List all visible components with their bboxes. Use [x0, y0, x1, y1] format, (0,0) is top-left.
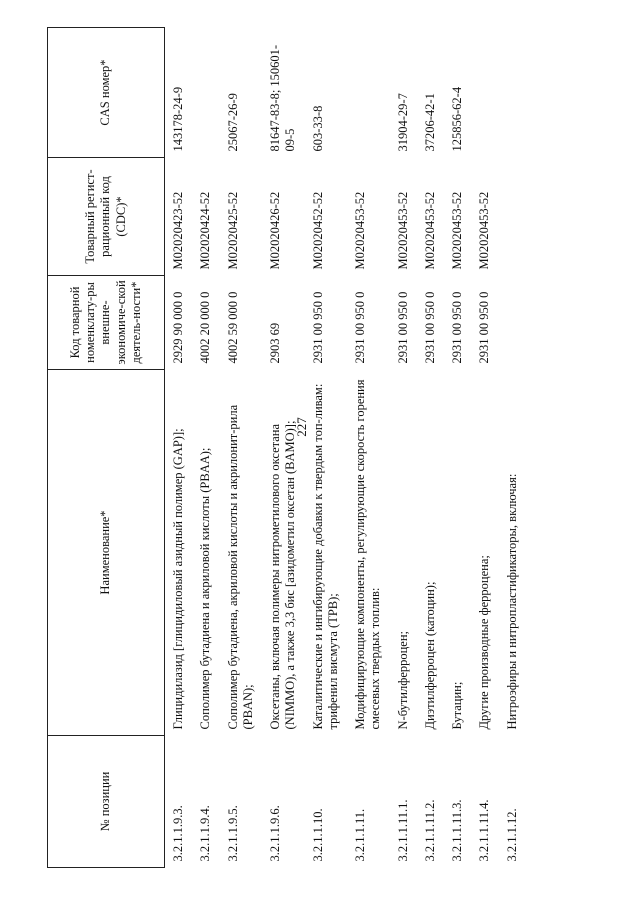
- cell-tnved-code: 4002 20 000 0: [198, 291, 213, 364]
- cell-cdc-code: M02020424-52: [198, 191, 213, 270]
- header-row: [48, 28, 165, 868]
- cell-position: 3.2.1.1.9.6.: [268, 805, 282, 862]
- rotated-table-wrapper: [47, 28, 587, 868]
- cell-position: 3.2.1.1.12.: [504, 808, 519, 862]
- table-row: [390, 28, 417, 868]
- cell-cas-number: 81647-83-8; 150601-09-5: [268, 44, 298, 152]
- cell-name: Модифицирующие компоненты, регулирующие скорость горения смесевых твердых топлив:: [353, 379, 383, 730]
- cell-position: 3.2.1.1.11.3.: [450, 799, 464, 862]
- header-name: Наименование*: [48, 370, 165, 736]
- cell-cdc-code: M02020453-52: [422, 191, 437, 270]
- cell-cdc-code: M02020423-52: [171, 191, 185, 270]
- table-body: [165, 28, 526, 868]
- cell-cas-number: [192, 28, 219, 158]
- cell-name: Сополимер бутадиена, акриловой кислоты и акрилонит-рила (PBAN);: [225, 404, 255, 730]
- table-row: [499, 28, 526, 868]
- cell-cdc-code: M02020453-52: [395, 191, 410, 270]
- cell-cas-number: 31904-29-7: [395, 93, 410, 152]
- cell-cas-number: 603-33-8: [310, 105, 325, 152]
- cell-position: 3.2.1.1.9.3.: [171, 805, 185, 862]
- cell-cdc-code: M02020453-52: [477, 191, 492, 270]
- table-row: [262, 28, 305, 868]
- cell-name: Бутацин;: [450, 681, 464, 730]
- cell-name: Нитроэфиры и нитропластификаторы, включая:: [504, 473, 519, 730]
- table-row: [165, 28, 193, 868]
- cell-tnved-code: 4002 59 000 0: [225, 291, 240, 364]
- cell-name: Глицидилазид [глицидиловый азидный полимер (GAP)];: [171, 428, 185, 730]
- cell-position: 3.2.1.1.11.1.: [395, 799, 410, 862]
- header-tnved-code: Код товарной номенклату-ры внешне-экономиче-ской деятель-ности*: [48, 276, 165, 370]
- cell-position: 3.2.1.1.9.5.: [225, 805, 240, 862]
- cell-cas-number: [499, 28, 526, 158]
- cell-position: 3.2.1.1.11.2.: [422, 799, 437, 862]
- cell-tnved-code: [499, 276, 526, 370]
- cell-cas-number: 125856-62-4: [450, 86, 464, 152]
- header-cdc-code: Товарный регист-рационный код (CDC)*: [48, 158, 165, 276]
- substances-table: [47, 27, 526, 868]
- table-row: [192, 28, 219, 868]
- table-row: [471, 28, 498, 868]
- cell-position: 3.2.1.1.10.: [310, 808, 325, 862]
- cell-tnved-code: 2929 90 000 0: [171, 291, 185, 364]
- cell-tnved-code: 2931 00 950 0: [477, 291, 492, 364]
- cell-tnved-code: 2931 00 950 0: [310, 291, 325, 364]
- cell-cdc-code: M02020425-52: [225, 191, 240, 270]
- table-row: [417, 28, 444, 868]
- cell-name: Другие производные ферроцена;: [477, 555, 492, 730]
- cell-cas-number: 37206-42-1: [422, 93, 437, 152]
- cell-cdc-code: M02020426-52: [268, 191, 282, 270]
- cell-cdc-code: M02020453-52: [450, 191, 464, 270]
- cell-position: 3.2.1.1.11.4.: [477, 799, 492, 862]
- cell-name: N-бутилферроцен;: [395, 630, 410, 730]
- table-row: [347, 28, 390, 868]
- table-row: [220, 28, 263, 868]
- cell-name: Диэтилферроцен (катоцин);: [422, 581, 437, 730]
- cell-name: Оксетаны, включая полимеры нитрометилового оксетана (NIMMO), а также 3,3 бис [азидометил оксетан (BAMO)];: [268, 420, 298, 730]
- cell-tnved-code: 2931 00 950 0: [422, 291, 437, 364]
- cell-cas-number: 143178-24-9: [171, 86, 185, 152]
- cell-cas-number: 25067-26-9: [225, 93, 240, 152]
- cell-name: Сополимер бутадиена и акриловой кислоты (PBAA);: [198, 447, 213, 730]
- cell-tnved-code: 2931 00 950 0: [450, 291, 464, 364]
- header-position: № позиции: [48, 736, 165, 868]
- cell-tnved-code: 2903 69: [268, 322, 282, 364]
- cell-cdc-code: M02020453-52: [353, 191, 367, 270]
- cell-cdc-code: [499, 158, 526, 276]
- page-number: 227: [294, 417, 309, 437]
- cell-cas-number: [347, 28, 390, 158]
- table-header: [48, 28, 165, 868]
- cell-tnved-code: 2931 00 950 0: [395, 291, 410, 364]
- header-cas-number: CAS номер*: [48, 28, 165, 158]
- table-row: [305, 28, 348, 868]
- cell-name: Каталитические и ингибирующие добавки к твердым топ-ливам: трифенил висмута (TPB);: [310, 383, 340, 730]
- cell-cdc-code: M02020452-52: [310, 191, 325, 270]
- table-row: [444, 28, 471, 868]
- cell-tnved-code: 2931 00 950 0: [353, 291, 367, 364]
- cell-position: 3.2.1.1.11.: [353, 808, 367, 862]
- cell-position: 3.2.1.1.9.4.: [198, 805, 213, 862]
- cell-cas-number: [471, 28, 498, 158]
